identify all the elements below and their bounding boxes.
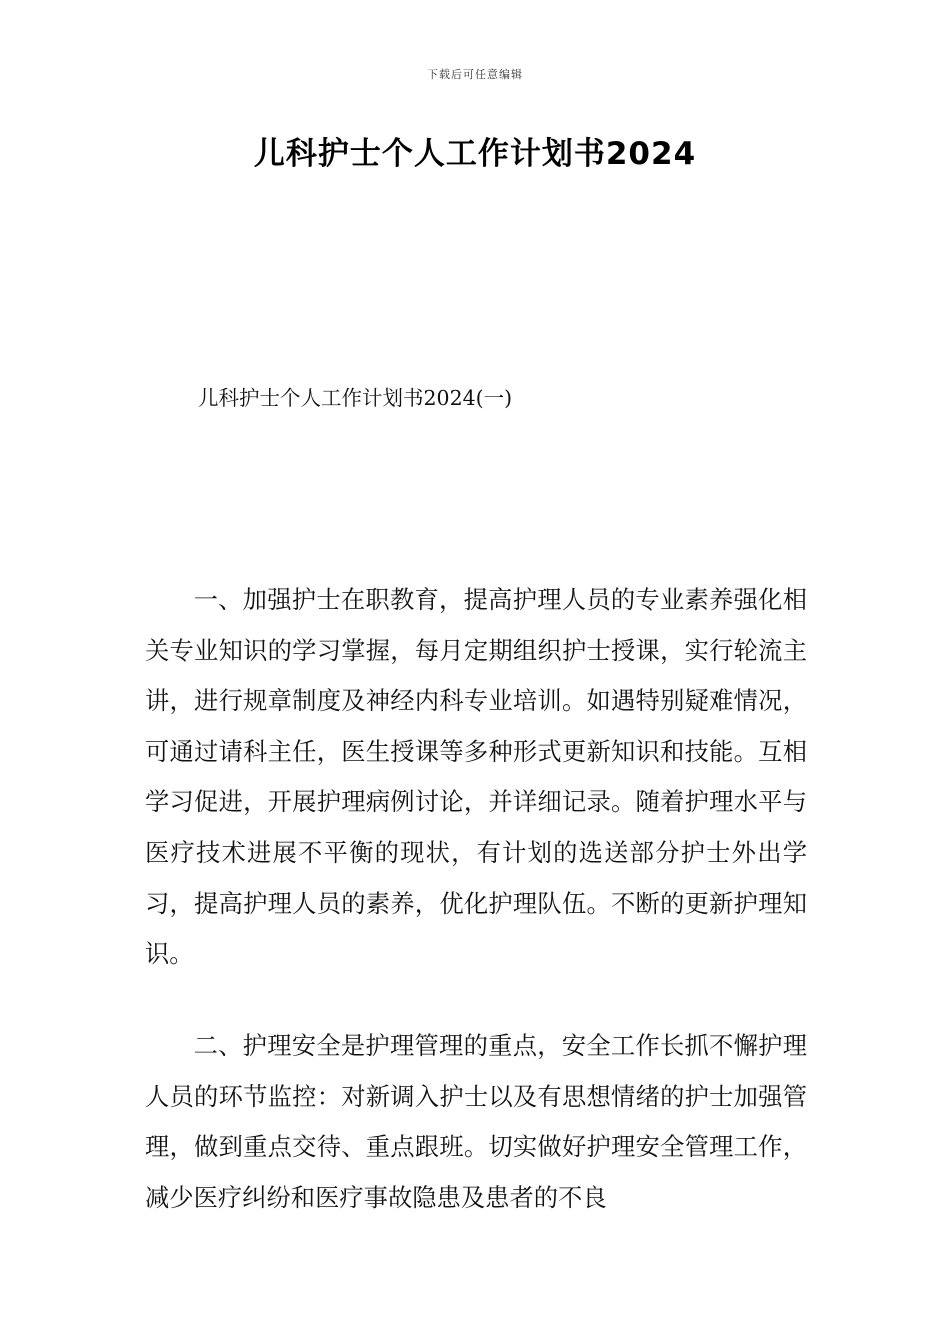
section-title: 儿科护士个人工作计划书2024(一) — [198, 386, 513, 410]
paragraph-1: 一、加强护士在职教育，提高护理人员的专业素养强化相关专业知识的学习掌握，每月定期组织护士授课，实行轮流主讲，进行规章制度及神经内科专业培训。如遇特别疑难情况，可通过请科主任，医生授课等多种形式更新知识和技能。互相学习促进，开展护理病例讨论，并详细记录。随着护理水平与医疗技术进展不平衡的现状，有计划的选送部分护士外出学习，提高护理人员的素养，优化护理队伍。不断的更新护理知识。 — [145, 585, 807, 969]
page-title: 儿科护士个人工作计划书2024 — [253, 136, 697, 172]
header-note: 下载后可任意编辑 — [427, 68, 523, 81]
paragraph-2: 二、护理安全是护理管理的重点，安全工作长抓不懈护理人员的环节监控：对新调入护士以及有思想情绪的护士加强管理，做到重点交待、重点跟班。切实做好护理安全管理工作，减少医疗纠纷和医疗事故隐患及患者的不良 — [145, 1031, 807, 1212]
